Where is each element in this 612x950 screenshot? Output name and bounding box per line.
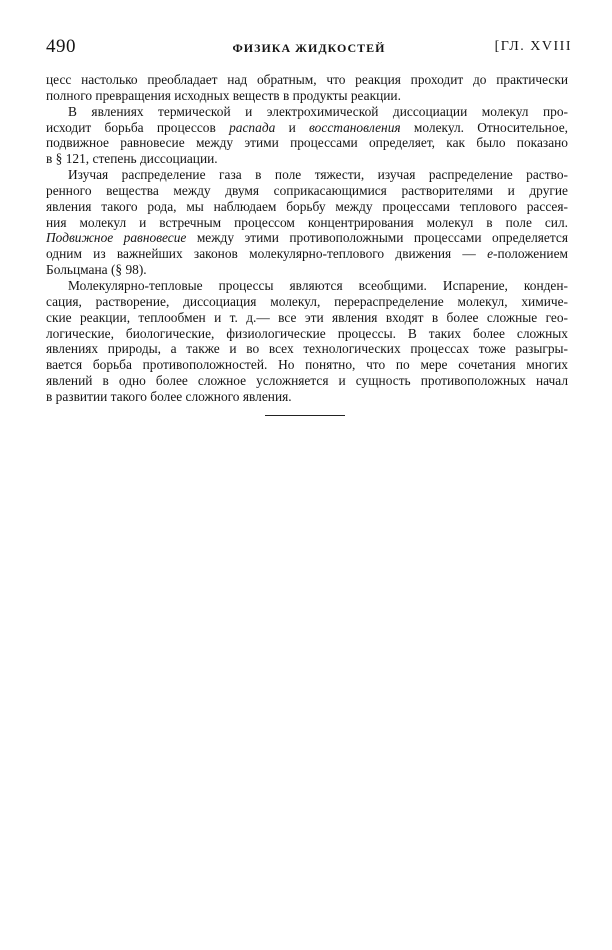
text-line: Подвижное равновесие между этими противоположными процессами определяется [46, 230, 568, 246]
emphasis-term: распада [229, 119, 276, 135]
page-header [46, 36, 572, 60]
text-line: ния молекул и встречным процессом концентрирования молекул в поле сил. [46, 214, 568, 230]
text-line: вается борьба противоположностей. Но понятно, что по мере сочетания многих [46, 357, 568, 373]
text-line: подвижное равновесие между этими процессами определяет, как было показано [46, 135, 568, 151]
running-title: ФИЗИКА ЖИДКОСТЕЙ [232, 41, 386, 55]
paragraph-3 [46, 167, 568, 278]
text-line: Молекулярно-тепловые процессы являются всеобщими. Испарение, конден- [68, 277, 568, 293]
text-line: явлений в одно более сложное усложняется и сущность противоположных начал [46, 373, 568, 389]
text-line: В явлениях термической и электрохимической диссоциации молекул про- [68, 103, 568, 119]
emphasis-term: e [487, 246, 494, 262]
text-line: одним из важнейших законов молекулярно-теплового движения — e-положением [46, 246, 568, 262]
paragraph-1 [46, 72, 568, 104]
text-line: сация, растворение, диссоциация молекул, перераспределение молекул, химиче- [46, 293, 568, 309]
chapter-reference: [ГЛ. XVIII [494, 39, 572, 54]
section-end-rule [265, 415, 345, 416]
text-line: Изучая распределение газа в поле тяжести, изучая распределение раство- [68, 167, 568, 183]
text-line: в § 121, степень диссоциации. [46, 151, 218, 167]
emphasis-term: восстановления [309, 119, 401, 135]
paragraph-2 [46, 104, 568, 167]
text-line: исходит борьба процессов распада и восстановления молекул. Относительное, [46, 119, 568, 135]
text-line: ренного вещества между двумя соприкасающимися растворителями и другие [46, 182, 568, 198]
paragraph-4 [46, 278, 568, 405]
text-line: Больцмана (§ 98). [46, 262, 147, 278]
text-line: логические, биологические, физиологические процессы. В таких более сложных [46, 325, 568, 341]
body-text [46, 72, 568, 405]
text-line: в развитии такого более сложного явления. [46, 388, 292, 404]
text-line: цесс настолько преобладает над обратным, что реакция проходит до практически [46, 72, 568, 87]
text-line: ские реакции, теплообмен и т. д.— все эти явления входят в более сложные гео- [46, 309, 568, 325]
text-line: полного превращения исходных веществ в продукты реакции. [46, 87, 401, 103]
emphasis-term: Подвижное равновесие [46, 230, 187, 246]
text-line: явлениях природы, а также и во всех технологических процессах тоже разыгры- [46, 341, 568, 357]
page-number: 490 [46, 36, 76, 57]
text-line: явления такого рода, мы наблюдаем борьбу между процессами теплового рассея- [46, 198, 568, 214]
